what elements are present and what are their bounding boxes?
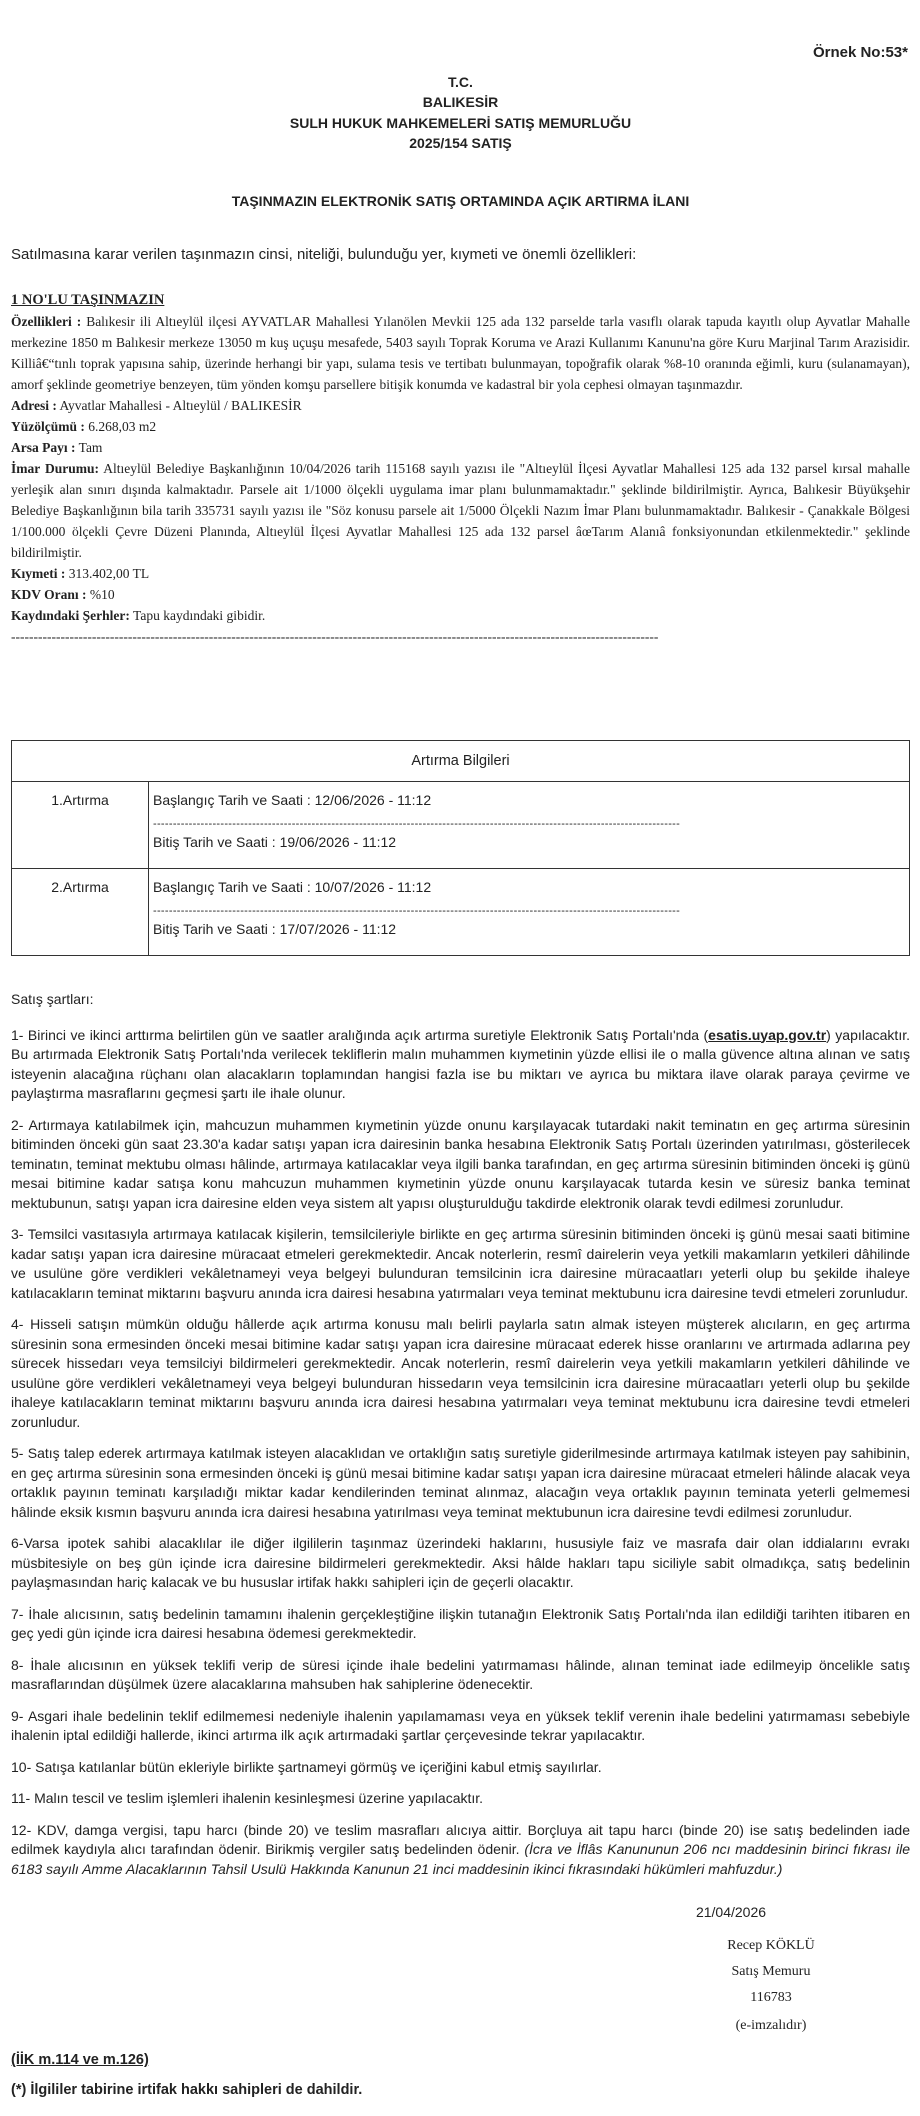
condition-11: 11- Malın tescil ve teslim işlemleri ihalenin kesinleşmesi üzerine yapılacaktır. [11,1790,484,1806]
condition-3: 3- Temsilci vasıtasıyla artırmaya katılacak kişilerin, temsilcileriyle birlikte en geç artırma süresinin bitiminden önceki iş günü mesai saati bitimine kadar satışı yapan icra dairesine müracaat etmeleri gerekmektedir. Ancak noterlerin, resmî dairelerin veya yetkili makamların yetkileri dâhilinde ve usulüne göre verdikleri vekâletnameyi veya belgeyi bulunduran temsilcinin icra dairesine müracaatları yeterli olup bu şekilde ihaleye katılacakların teminat miktarını başvuru anında icra dairesi hesabına yatırmaları veya teminat mektubunu icra dairesine tevdi etmeleri zorunludur. [11,1226,910,1301]
auction-start: Başlangıç Tarih ve Saati : 10/07/2026 - 11:12 [153,879,432,895]
document-title: TAŞINMAZIN ELEKTRONİK SATIŞ ORTAMINDA AÇIK ARTIRMA İLANI [231,193,690,209]
auction-row [12,869,910,956]
property-section [11,290,910,647]
header-tc: T.C. [448,74,473,90]
condition-5: 5- Satış talep ederek artırmaya katılmak isteyen alacaklıdan ve ortaklığın satış suretiyle giderilmesinde artırmaya katılmak isteyen pay sahibinin, en geç artırma süresinin sona ermesinden önceki iş günü mesai bitimine kadar satışı yapan icra dairesine müracaat etmeleri hâlinde alacak veya ortaklık payının teminatı karşıladığı miktar kadar kendilerinden teminat alınmaz, alacağın veya ortaklık payının teminata yeterli gelmemesi hâlinde eksik kısmın başvuru anında icra dairesi hesabına yatırılması veya teminat mektubunun icra dairesine tevdi edilmesi zorunludur. [11,1445,910,1520]
auction-start: Başlangıç Tarih ve Saati : 12/06/2026 - 11:12 [153,792,432,808]
header-office: SULH HUKUK MAHKEMELERİ SATIŞ MEMURLUĞU [289,115,632,131]
esatis-link[interactable]: esatis.uyap.gov.tr [708,1026,827,1043]
footnote: (*) İlgililer tabirine irtifak hakkı sahipleri de dahildir. [11,2082,363,2098]
property-records: Kaydındaki Şerhler: Tapu kaydındaki gibidir. [11,608,266,623]
property-share: Arsa Payı : Tam [11,440,103,455]
intro-text: Satılmasına karar verilen taşınmazın cinsi, niteliği, bulunduğu yer, kıymeti ve önemli özellikleri: [11,246,637,263]
property-value: Kıymeti : 313.402,00 TL [11,566,150,581]
signer-name: Recep KÖKLÜ [727,1938,815,1953]
property-title: 1 NO'LU TAŞINMAZIN [11,292,165,308]
signer-title: Satış Memuru [731,1964,811,1979]
sale-conditions [11,990,910,1891]
property-area: Yüzölçümü : 6.268,03 m2 [11,419,157,434]
e-signature-note: (e-imzalıdır) [735,2018,807,2033]
property-zoning: İmar Durumu: Altıeylül Belediye Başkanlığının 10/04/2026 tarih 115168 sayılı yazısı ile "Altıeylül İlçesi Ayvatlar Mahallesi 125 ada 132 parsel kırsal mahalle yerleşik alan sınırı dışında kalmaktadır. Parsele ait 1/1000 ölçekli uygulama imar planı bulunmamaktadır." şeklinde bildirilmiştir. Ayrıca, Balıkesir Büyükşehir Belediye Başkanlığının bila tarih 335731 sayılı yazısı ile "Söz konusu parsele ait 1/5000 Ölçekli Nazım İmar Planı bulunmamaktadır. Balıkesir - Çanakkale Bölgesi 1/100.000 ölçekli Çevre Düzeni Planında, Altıeylül İlçesi Ayvatlar Mahallesi 125 ada 132 parsel âœTarım Alanıâ fonksiyonundan etkilenmektedir." şeklinde bildirilmiştir. [11,461,910,560]
condition-1: 1- Birinci ve ikinci arttırma belirtilen gün ve saatler aralığında açık artırma suretiyle Elektronik Satış Portalı'nda (esatis.uyap.gov.tr) yapılacaktır. Bu artırmada Elektronik Satış Portalı'nda verilecek tekliflerin malın muhammen kıymetinin yüzde ellisi ile o malla güvence altına alınan ve satış isteyenin alacağına rüçhanı olan alacakların toplamından hangisi fazla ise bu miktarı ve ayrıca bu miktara ilave olarak paraya çevirme ve paylaştırma masraflarını geçmesi şartı ile ihale olunur. [11,1026,910,1101]
auction-divider: ------------------------------------------------------------------------------------------------------------------------------------- [153,905,681,917]
auction-label: 1.Artırma [12,782,149,869]
auction-dates [149,869,910,956]
auction-table-heading: Artırma Bilgileri [12,741,910,782]
auction-divider: ------------------------------------------------------------------------------------------------------------------------------------- [153,818,681,830]
header-city: BALIKESİR [422,94,499,110]
property-features: Özellikleri : Balıkesir ili Altıeylül ilçesi AYVATLAR Mahallesi Yılanölen Mevkii 125 ada 132 parselde tarla vasıflı olarak tapuda kayıtlı olup Ayvatlar Mahalle merkezine 1850 m Balıkesir merkeze 13050 m kuş uçuşu mesafede, 5403 sayılı Toprak Koruma ve Arazi Kullanımı Kanunu'na göre Kuru Marjinal Tarım Arazisidir. Killiâ€“tınlı toprak yapısına sahip, üzerinde herhangi bir yapı, sulama tesis ve tertibatı bulunmayan, topoğrafik olarak %8-10 oranında eğimli, kuru (sulanamayan), amorf şeklinde geometriye benzeyen, tüm yönden komşu parsellere bitişik konumda ve kadastral bir yola cephesi olmayan taşınmazdır. [11,314,911,392]
auction-dates [149,782,910,869]
signature-date: 21/04/2026 [695,1904,767,1920]
property-address: Adresi : Ayvatlar Mahallesi - Altıeylül / BALIKESİR [11,398,302,413]
condition-6: 6-Varsa ipotek sahibi alacaklılar ile diğer ilgililerin taşınmaz üzerindeki haklarını, hususiyle faiz ve masrafa dair olan iddialarını evrakı müsbitesiyle on beş gün içinde icra dairesine bildirmeleri gerekmektedir. Aksi hâlde hakları tapu siciliyle sabit olmadıkça, satış bedelinin paylaşmasından hariç kalacak ve bu hususlar irtifak hakkı sahipleri için de geçerli olacaktır. [11,1535,910,1590]
property-vat: KDV Oranı : %10 [11,587,115,602]
property-separator: ------------------------------------------------------------------------------------------------------------------------------------------------ [11,629,659,644]
condition-10: 10- Satışa katılanlar bütün ekleriyle birlikte şartnameyi görmüş ve içeriğini kabul etmiş sayılırlar. [11,1758,602,1775]
condition-12: 12- KDV, damga vergisi, tapu harcı (binde 20) ve teslim masrafları alıcıya aittir. Borçluya ait tapu harcı (binde 20) ise satış bedelinden iade edilmek kaydıyla alıcı tarafından ödenir. Birikmiş vergiler satış bedelinden ödenir. (İcra ve İflâs Kanununun 206 ncı maddesinin birinci fıkrası ile 6183 sayılı Amme Alacaklarının Tahsil Usulü Hakkında Kanunun 21 inci maddesinin ikinci fıkrasındaki hükümleri mahfuzdur.) [11,1821,910,1877]
condition-7: 7- İhale alıcısının, satış bedelinin tamamını ihalenin gerçekleştiğine ilişkin tutanağın Elektronik Satış Portalı'nda ilan edildiği tarihten itibaren en geç yedi gün içinde icra dairesi hesabına ödemesi gerekmektedir. [11,1605,910,1641]
auction-end: Bitiş Tarih ve Saati : 17/07/2026 - 11:12 [153,921,397,937]
auction-table [11,740,910,956]
header-file-no: 2025/154 SATIŞ [409,135,512,151]
condition-8: 8- İhale alıcısının en yüksek teklifi verip de süresi içinde ihale bedelini yatırmaması hâlinde, alınan teminat iade edilmeyip öncelikle satış masraflarından düşülmek üzere alacaklarına mahsuben hak sahiplerine ödenecektir. [11,1656,910,1692]
auction-row [12,782,910,869]
condition-4: 4- Hisseli satışın mümkün olduğu hâllerde açık artırma konusu malı belirli paylarla satın almak isteyen müşterek alıcıların, en geç artırma süresinin sona ermesinden önceki mesai bitimine kadar satışı yapan icra dairesine müracaat ederek hisse oranlarını ve artırmada adlarına pey sürecek hissedarı veya temsilciyi bildirmeleri gerekmektedir. Ancak noterlerin, resmî dairelerin veya yetkili makamların yetkileri dâhilinde ve usulüne göre verdikleri vekâletnameyi veya belgeyi bulunduran hissedarın veya temsilcinin icra dairesine müracaatları yeterli olup bu şekilde ihaleye katılacakların teminat miktarını başvuru anında icra dairesi hesabına yatırmaları veya teminat mektubunu icra dairesine tevdi etmeleri zorunludur. [11,1316,910,1430]
sample-number: Örnek No:53* [812,44,908,61]
condition-9: 9- Asgari ihale bedelinin teklif edilmemesi nedeniyle ihalenin yapılamaması veya en yüksek teklif verenin ihale bedelini yatırmaması sebebiyle ihalenin iptal edildiği hallerde, ikinci artırma ilk açık artırmadaki şartlar çerçevesinde tekrar yapılacaktır. [11,1707,910,1743]
law-reference: (İİK m.114 ve m.126) [11,2052,149,2068]
condition-2: 2- Artırmaya katılabilmek için, mahcuzun muhammen kıymetinin yüzde onunu karşılayacak tutardaki nakit teminatın en geç artırma süresinin bitiminden önceki gün saat 23.30'a kadar satışı yapan icra dairesinin banka hesabına Elektronik Satış Portalı üzerinden yatırılması, gösterilecek teminatın, teminat mektubu olması hâlinde, artırmaya katılacaklar veya ilgili banka tarafından, en geç artırma süresinin bitiminden önceki iş günü mesai bitimine kadar satışa konu mahcuzun muhammen kıymetinin yüzde onunu karşılayacak tutarda kesin ve süresiz banka teminat mektubunun, satışı yapan icra dairesine elden veya sistem alt yapısı oluşturulduğu takdirde elektronik olarak tevdi edilmesi zorunludur. [11,1116,910,1211]
conditions-heading: Satış şartları: [11,991,94,1007]
signer-number: 116783 [750,1990,792,2005]
auction-end: Bitiş Tarih ve Saati : 19/06/2026 - 11:12 [153,834,397,850]
auction-label: 2.Artırma [12,869,149,956]
